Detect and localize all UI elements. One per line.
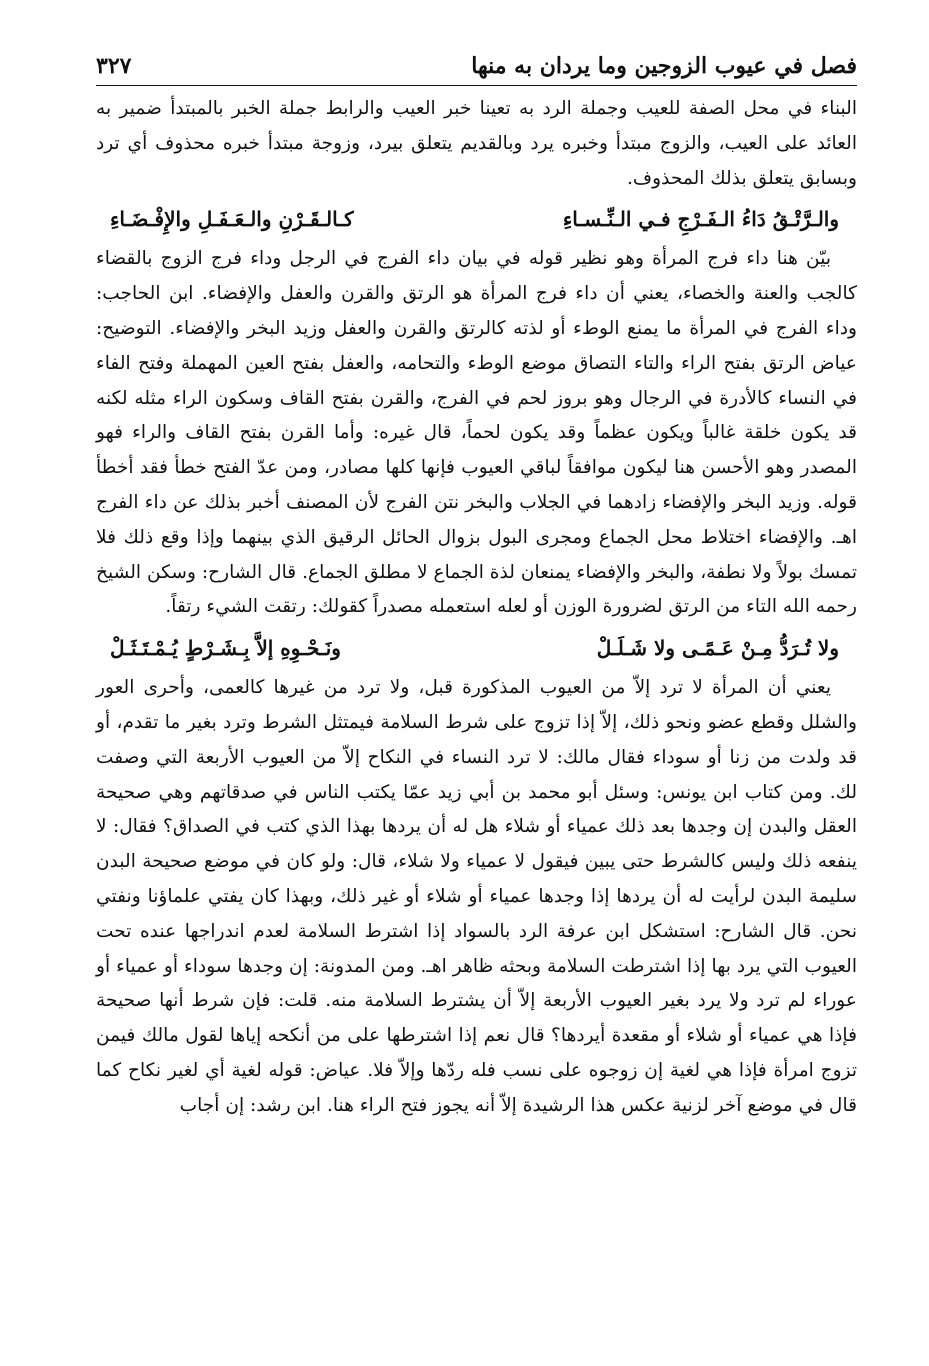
page-header	[96, 46, 857, 86]
verse-line-1	[96, 196, 857, 242]
page-number: ٣٢٧	[96, 53, 132, 79]
verse-1-first-hemistich: والـرَّتْـقُ دَاءُ الـفَـرْجِ فـي الـنِّـسـاءِ	[562, 207, 839, 232]
commentary-paragraph-2: بيّن هنا داء فرج المرأة وهو نظير قوله في بيان داء الفرج في الرجل وداء فرج الزوج بالقضاء كالجب والعنة والخصاء، يعني أن داء فرج المرأة هو الرتق والقرن والعفل والإفضاء. ابن الحاجب: وداء الفرج في المرأة ما يمنع الوطء أو لذته كالرتق والقرن والعفل وزيد البخر والإفضاء. التوضيح: عياض الرتق بفتح الراء والتاء التصاق موضع الوطء والتحامه، والعفل بفتح العين المهملة وفتح الفاء في النساء كالأدرة في الرجال وهو بروز لحم في الفرج، والقرن بفتح القاف وسكون الراء مثله لكنه قد يكون خلقة غالباً ويكون عظماً وقد يكون لحماً، قال غيره: وأما القرن بفتح القاف والراء فهو المصدر وهو الأحسن هنا ليكون موافقاً لباقي العيوب فإنها كلها مصادر، ومن عدّ الفتح خطأ فقد أخطأ قوله. وزيد البخر والإفضاء زادهما في الجلاب والبخر نتن الفرج لأن المصنف أخبر بذلك عن داء الفرج اهـ. والإفضاء اختلاط محل الجماع ومجرى البول بزوال الحائل الرقيق الذي بينهما وإذا وقع ذلك فلا تمسك بولاً ولا نطفة، والبخر والإفضاء يمنعان لذة الجماع لا مطلق الجماع. قال الشارح: وسكن الشيخ رحمه الله التاء من الرتق لضرورة الوزن أو لعله استعمله مصدراً كقولك: رتقت الشيء رتقاً.	[96, 248, 857, 618]
verse-line-2	[96, 625, 857, 671]
verse-2-second-hemistich: ونَـحْـوِهِ إلاَّ بِـشَـرْطٍ يُـمْـتَـثَـلْ	[110, 636, 341, 661]
verse-1-second-hemistich: كـالـقَـرْنِ والـعَـفَـلِ والإِفْـضَـاءِ	[110, 207, 354, 232]
verse-2-first-hemistich: ولا تُـرَدُّ مِـنْ عَـمًـى ولا شَـلَـلْ	[596, 636, 839, 661]
running-title: فصل في عيوب الزوجين وما يردان به منها	[471, 53, 857, 79]
commentary-paragraph-3: يعني أن المرأة لا ترد إلاّ من العيوب المذكورة قبل، ولا ترد من غيرها كالعمى، وأحرى العور والشلل وقطع عضو ونحو ذلك، إلاّ إذا تزوج على شرط السلامة فيمتثل الشرط وترد بغير ما تقدم، أو قد ولدت من زنا أو سوداء فقال مالك: لا ترد النساء في النكاح إلاّ من العيوب الأربعة التي وصفت لك. ومن كتاب ابن يونس: وسئل أبو محمد بن أبي زيد عمّا يكتب الناس في صدقاتهم وهي صحيحة العقل والبدن إن وجدها بعد ذلك عمياء أو شلاء هل له أن يردها بهذا الذي كتب في الصداق؟ فقال: لا ينفعه ذلك وليس كالشرط حتى يبين فيقول لا عمياء ولا شلاء، قال: ولو كان في موضع صحيحة البدن سليمة البدن لرأيت له أن يردها إذا وجدها عمياء أو شلاء أو غير ذلك، وبهذا كان يفتي علماؤنا ونفتي نحن. قال الشارح: استشكل ابن عرفة الرد بالسواد إذا اشترط السلامة لعدم اندراجها عنده تحت العيوب التي يرد بها إذا اشترطت السلامة وبحثه ظاهر اهـ. ومن المدونة: إن وجدها سوداء أو عمياء أو عوراء لم ترد ولا يرد بغير العيوب الأربعة إلاّ أن يشترط السلامة منه. قلت: فإن شرط أنها صحيحة فإذا هي عمياء أو شلاء أو مقعدة أيردها؟ قال نعم إذا اشترطها على من أنكحه إياها لقول مالك فيمن تزوج امرأة فإذا هي لغية إن زوجوه على نسب فله ردّها وإلاّ فلا. عياض: قوله لغية أي لغير نكاح كما قال في موضع آخر لزنية عكس هذا الرشيدة إلاّ أنه يجوز فتح الراء هنا. ابن رشد: إن أجاب	[96, 677, 857, 1116]
commentary-paragraph-1: البناء في محل الصفة للعيب وجملة الرد به تعينا خبر العيب والرابط جملة الخبر بالمبتدأ ضمير به العائد على العيب، والزوج مبتدأ وخبره يرد وبالقديم يتعلق بيرد، وزوجة مبتدأ خبره محذوف أي ترد وبسابق يتعلق بذلك المحذوف.	[96, 98, 857, 189]
